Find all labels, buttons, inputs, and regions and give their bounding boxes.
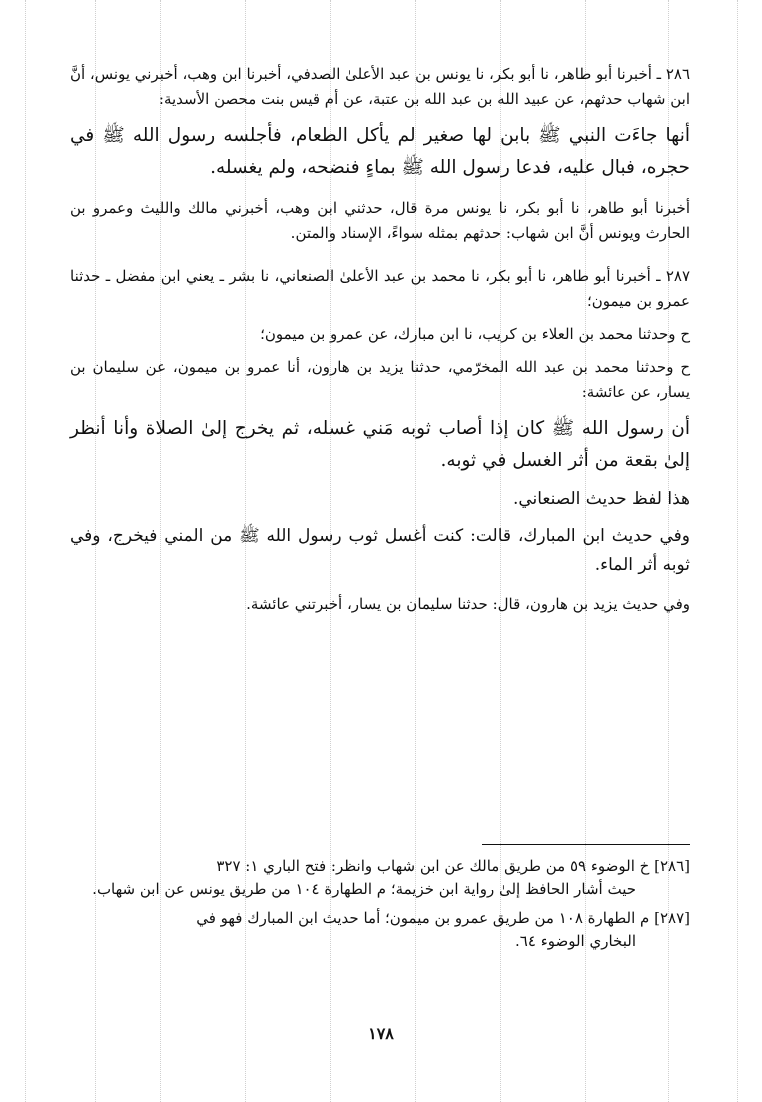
footnotes xyxy=(70,855,690,959)
hadith-287-variant-2: وفي حديث يزيد بن هارون، قال: حدثنا سليمان بن يسار، أخبرتني عائشة. xyxy=(246,595,690,613)
footnote-continuation: حيث أشار الحافظ إلىٰ رواية ابن خزيمة؛ م الطهارة ١٠٤ من طريق يونس عن ابن شهاب. xyxy=(92,880,636,898)
hadith-286-isnad: ٢٨٦ ـ أخبرنا أبو طاهر، نا أبو بكر، نا يونس بن عبد الأعلىٰ الصدفي، أخبرنا ابن وهب، أخبرني يونس، أنَّ ابن شهاب حدثهم، عن عبيد الله بن عبد الله بن عتبة، عن أم قيس بنت محصن الأسدية: xyxy=(69,65,690,108)
footnote-continuation: البخاري الوضوء ٦٤. xyxy=(515,932,636,950)
dotted-guide xyxy=(737,0,738,1102)
page-number: ١٧٨ xyxy=(368,1024,394,1043)
hadith-287-remark: هذا لفظ حديث الصنعاني. xyxy=(512,489,690,509)
hadith-287-matn: أن رسول الله ﷺ كان إذا أصاب ثوبه مَني غسله، ثم يخرج إلىٰ الصلاة وأنا أنظر إلىٰ بقعة من أثر الغسل في ثوبه. xyxy=(70,418,690,471)
footnote-first-line: [٢٨٧] م الطهارة ١٠٨ من طريق عمرو بن ميمون؛ أما حديث ابن المبارك فهو في xyxy=(196,909,690,927)
hadith-287-variant-1: وفي حديث ابن المبارك، قالت: كنت أغسل ثوب رسول الله ﷺ من المني فيخرج، وفي ثوبه أثر الماء. xyxy=(70,526,690,575)
hadith-286-matn: أنها جاءَت النبي ﷺ بابن لها صغير لم يأكل الطعام، فأجلسه رسول الله ﷺ في حجره، فبال عليه، فدعا رسول الله ﷺ بماءٍ فنضحه، ولم يغسله. xyxy=(70,125,690,178)
footnote-separator xyxy=(482,844,690,845)
hadith-286-second-isnad: أخبرنا أبو طاهر، نا أبو بكر، نا يونس مرة قال، حدثني ابن وهب، أخبرني مالك والليث وعمرو بن الحارث ويونس أنَّ ابن شهاب: حدثهم بمثله سواءً، الإسناد والمتن. xyxy=(70,199,690,242)
dotted-guide xyxy=(25,0,26,1102)
footnote-286 xyxy=(70,855,690,901)
hadith-287-isnad-3: ح وحدثنا محمد بن عبد الله المخرّمي، حدثنا يزيد بن هارون، أنا عمرو بن ميمون، عن سليمان بن يسار، عن عائشة: xyxy=(70,358,690,401)
footnote-287 xyxy=(70,907,690,953)
hadith-287-isnad-2: ح وحدثنا محمد بن العلاء بن كريب، نا ابن مبارك، عن عمرو بن ميمون؛ xyxy=(260,325,690,343)
main-text xyxy=(70,62,690,617)
footnote-first-line: [٢٨٦] خ الوضوء ٥٩ من طريق مالك عن ابن شهاب وانظر: فتح الباري ١: ٣٢٧ xyxy=(216,857,690,875)
hadith-287-isnad-1: ٢٨٧ ـ أخبرنا أبو طاهر، نا أبو بكر، نا محمد بن عبد الأعلىٰ الصنعاني، نا بشر ـ يعني ابن مفضل ـ حدثنا عمرو بن ميمون؛ xyxy=(70,267,690,310)
